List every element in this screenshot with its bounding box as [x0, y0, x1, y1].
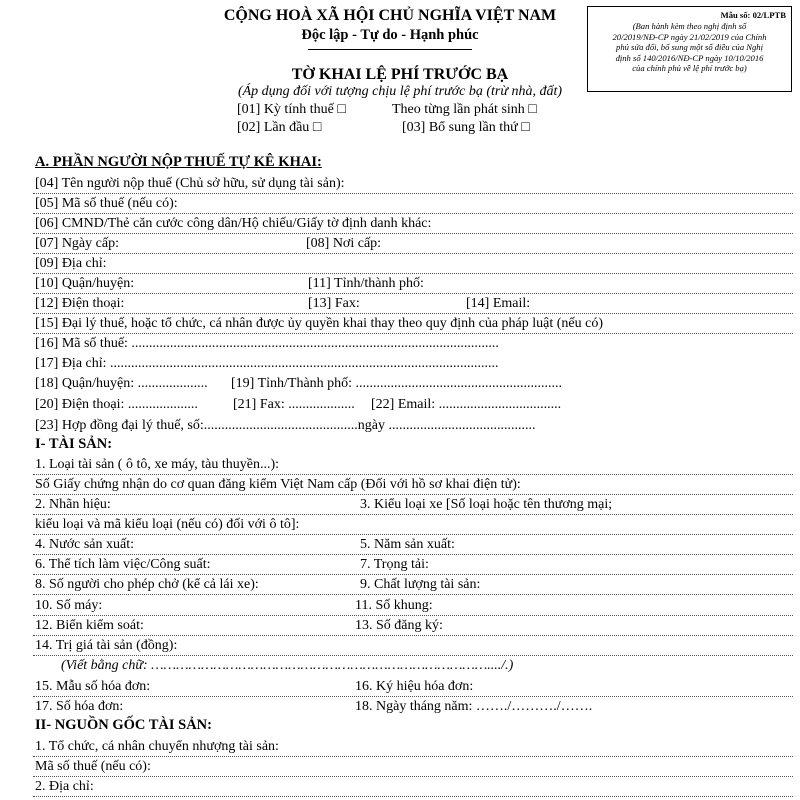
model-label: 3. Kiểu loại xe [Số loại hoặc tên thương mại; — [360, 497, 613, 512]
invoice-form-label: 15. Mẫu số hóa đơn: — [35, 679, 151, 694]
transferor-tax-code[interactable] — [33, 757, 793, 777]
section-a-title: A. PHẦN NGƯỜI NỘP THUẾ TỰ KÊ KHAI: — [35, 154, 322, 170]
field-16-label: [16] Mã số thuế: ......................................................................................................... — [35, 336, 499, 351]
motto-underline — [308, 49, 472, 50]
national-motto: Độc lập - Tự do - Hạnh phúc — [301, 27, 479, 43]
field-07-label: [07] Ngày cấp: — [35, 236, 119, 251]
option-01b-checkbox[interactable]: □ — [528, 102, 537, 117]
seats-label: 8. Số người cho phép chở (kể cả lái xe): — [35, 577, 259, 592]
field-08-label: [08] Nơi cấp: — [306, 236, 382, 251]
form-note-line: của chính phủ về lệ phí trước bạ) — [632, 63, 747, 74]
field-09[interactable] — [33, 254, 793, 274]
field-06-label: [06] CMND/Thẻ căn cước công dân/Hộ chiếu/Giấy tờ định danh khác: — [35, 216, 432, 231]
field-21-label: [21] Fax: ................... — [233, 397, 355, 412]
option-03 — [402, 120, 530, 136]
form-code: Mẫu số: 02/LPTB — [720, 10, 786, 20]
invoice-form-symbol[interactable] — [33, 677, 793, 697]
registry-certificate[interactable] — [33, 475, 793, 495]
option-01-label: [01] Kỳ tính thuế — [237, 102, 334, 117]
field-06[interactable] — [33, 214, 793, 234]
plate-registration[interactable] — [33, 616, 793, 636]
option-03-label: [03] Bổ sung lần thứ — [402, 120, 518, 135]
field-15[interactable] — [33, 314, 793, 334]
field-12-14[interactable] — [33, 294, 793, 314]
field-13-label: [13] Fax: — [308, 296, 360, 311]
invoice-number-label: 17. Số hóa đơn: — [35, 699, 124, 714]
asset-value-words[interactable] — [33, 656, 793, 676]
option-01b — [392, 102, 537, 118]
field-22-label: [22] Email: ................................... — [371, 397, 562, 412]
field-10-label: [10] Quận/huyện: — [35, 276, 135, 291]
field-07-08[interactable] — [33, 234, 793, 254]
field-18-19[interactable] — [33, 374, 793, 394]
form-note-line: định số 140/2016/NĐ-CP ngày 10/10/2016 — [615, 52, 764, 63]
section-2-title: II- NGUỒN GỐC TÀI SẢN: — [35, 717, 212, 733]
brand-model[interactable] — [33, 495, 793, 515]
field-04-label: [04] Tên người nộp thuế (Chủ sở hữu, sử dụng tài sản): — [35, 176, 345, 191]
option-02-checkbox[interactable]: □ — [312, 120, 322, 135]
asset-value-label: 14. Trị giá tài sản (đồng): — [35, 638, 178, 653]
form-code-box — [587, 6, 792, 92]
asset-quality-label: 9. Chất lượng tài sản: — [360, 577, 481, 592]
option-01 — [237, 102, 346, 118]
engine-chassis[interactable] — [33, 596, 793, 616]
option-03-checkbox[interactable]: □ — [521, 120, 530, 135]
field-12-label: [12] Điện thoại: — [35, 296, 125, 311]
model-code[interactable] — [33, 515, 793, 535]
option-01-checkbox[interactable]: □ — [337, 102, 346, 117]
transferor[interactable] — [33, 737, 793, 757]
field-17-label: [17] Địa chỉ: ............................................................................................................... — [35, 356, 499, 371]
field-20-label: [20] Điện thoại: .................... — [35, 397, 198, 412]
field-05-label: [05] Mã số thuế (nếu có): — [35, 196, 178, 211]
form-note-line: 20/2019/NĐ-CP ngày 21/02/2019 của Chính — [612, 31, 767, 42]
registration-number-label: 13. Số đăng ký: — [355, 618, 443, 633]
field-19-label: [19] Tỉnh/Thành phố: ........................................................... — [231, 376, 563, 391]
field-23-label: [23] Hợp đồng đại lý thuế, số:............................................ngày .......................................... — [35, 418, 536, 433]
option-02 — [237, 120, 321, 136]
model-code-label: kiểu loại và mã kiểu loại (nếu có) đối với ô tô]: — [35, 517, 300, 532]
manufacture-year-label: 5. Năm sản xuất: — [360, 537, 455, 552]
origin-country-label: 4. Nước sản xuất: — [35, 537, 134, 552]
asset-value-words-label: (Viết bằng chữ: ………………………………………………………………………..../.) — [61, 658, 514, 673]
field-10-11[interactable] — [33, 274, 793, 294]
field-14-label: [14] Email: — [466, 296, 531, 311]
registry-certificate-label: Số Giấy chứng nhận do cơ quan đăng kiểm Việt Nam cấp (Đối với hồ sơ khai điện tử): — [35, 477, 521, 492]
field-17[interactable] — [33, 354, 793, 374]
chassis-number-label: 11. Số khung: — [355, 598, 433, 613]
transferor-tax-code-label: Mã số thuế (nếu có): — [35, 759, 151, 774]
form-note-line: (Ban hành kèm theo nghị định số — [632, 21, 747, 32]
asset-type[interactable] — [33, 455, 793, 475]
transferor-label: 1. Tổ chức, cá nhân chuyển nhượng tài sản: — [35, 739, 279, 754]
section-1-title: I- TÀI SẢN: — [35, 436, 113, 452]
engine-capacity-label: 6. Thể tích làm việc/Công suất: — [35, 557, 211, 572]
field-18-label: [18] Quận/huyện: .................... — [35, 376, 208, 391]
license-plate-label: 12. Biển kiểm soát: — [35, 618, 144, 633]
invoice-number-date[interactable] — [33, 697, 793, 717]
country-name: CỘNG HOÀ XÃ HỘI CHỦ NGHĨA VIỆT NAM — [223, 7, 557, 24]
invoice-date-label: 18. Ngày tháng năm: ……./………./……. — [355, 699, 593, 714]
payload-label: 7. Trọng tải: — [360, 557, 429, 572]
invoice-symbol-label: 16. Ký hiệu hóa đơn: — [355, 679, 474, 694]
transferor-address-label: 2. Địa chỉ: — [35, 779, 94, 794]
asset-type-label: 1. Loại tài sản ( ô tô, xe máy, tàu thuyền...): — [35, 457, 280, 472]
field-11-label: [11] Tỉnh/thành phố: — [308, 276, 424, 291]
form-title: TỜ KHAI LỆ PHÍ TRƯỚC BẠ — [291, 66, 509, 83]
origin-year[interactable] — [33, 535, 793, 555]
field-09-label: [09] Địa chỉ: — [35, 256, 107, 271]
capacity-payload[interactable] — [33, 555, 793, 575]
engine-number-label: 10. Số máy: — [35, 598, 103, 613]
field-04[interactable] — [33, 174, 793, 194]
asset-value[interactable] — [33, 636, 793, 656]
field-23[interactable] — [33, 416, 793, 436]
seats-quality[interactable] — [33, 575, 793, 595]
form-note-line: phủ sửa đổi, bổ sung một số điều của Nghị — [616, 42, 763, 53]
field-20-22[interactable] — [33, 395, 793, 415]
form-subtitle: (Áp dụng đối với tượng chịu lệ phí trước bạ (trừ nhà, đất) — [237, 84, 563, 99]
option-01b-label: Theo từng lần phát sinh — [392, 102, 525, 117]
brand-label: 2. Nhãn hiệu: — [35, 497, 111, 512]
field-15-label: [15] Đại lý thuế, hoặc tổ chức, cá nhân được ủy quyền khai thay theo quy định của pháp luật (nếu có) — [35, 316, 604, 331]
field-16[interactable] — [33, 334, 793, 354]
option-02-label: [02] Lần đầu — [237, 120, 310, 135]
transferor-address[interactable] — [33, 777, 793, 797]
field-05[interactable] — [33, 194, 793, 214]
